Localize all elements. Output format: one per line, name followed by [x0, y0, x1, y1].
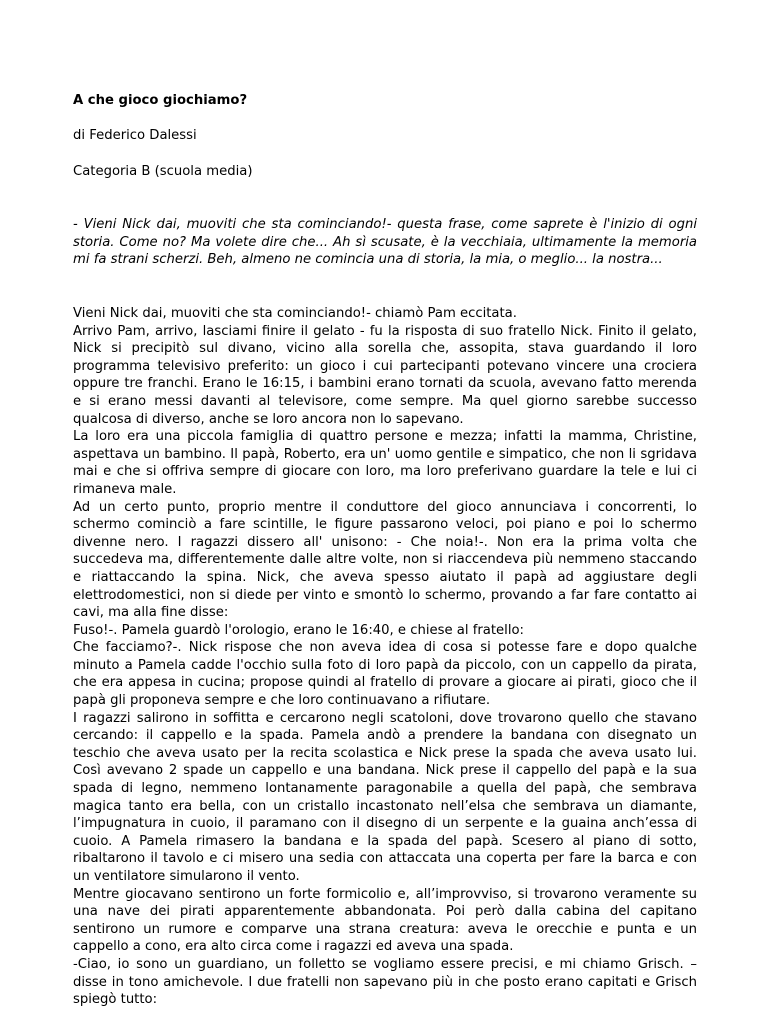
- story-paragraph: -Ciao, io sono un guardiano, un folletto se vogliamo essere precisi, e mi chiamo Grisch. – disse in tono amichevole. I due fratelli non sapevano più in che posto erano capitati e Grisch spiegò tutto:: [73, 956, 697, 1008]
- story-paragraph: Fuso!-. Pamela guardò l'orologio, erano le 16:40, e chiese al fratello:: [73, 622, 525, 638]
- story-paragraph: I ragazzi salirono in soffitta e cercarono negli scatoloni, dove trovarono quello che stavano cercando: il cappello e la spada. Pamela andò a prendere la bandana con disegnato un teschio che aveva usato per la recita scolastica e Nick prese la spada che aveva usato lui. Così avevano 2 spade un cappello e una bandana. Nick prese il cappello del papà e la sua spada di legno, nemmeno lontanamente paragonabile a quella del papà, che sembrava magica tanto era bella, con un cristallo incastonato nell’elsa che sembrava un diamante, l’impugnatura in cuoio, il paramano con il disegno di un serpente e la guaina anch’essa di cuoio. A Pamela rimasero la bandana e la spada del papà. Scesero al piano di sotto, ribaltarono il tavolo e ci misero una sedia con attaccata una coperta per fare la barca e con un ventilatore simularono il vento.: [73, 710, 697, 884]
- story-paragraph: Mentre giocavano sentirono un forte formicolio e, all’improvviso, si trovarono veramente su una nave dei pirati apparentemente abbandonata. Poi però dalla cabina del capitano sentirono un rumore e comparve una strana creatura: aveva le orecchie e punta e un cappello a cono, era alto circa come i ragazzi ed aveva una spada.: [73, 886, 697, 955]
- story-paragraph: Ad un certo punto, proprio mentre il conduttore del gioco annunciava i concorrenti, lo schermo cominciò a fare scintille, le figure passarono veloci, poi piano e poi lo schermo divenne nero. I ragazzi dissero all' unisono: - Che noia!-. Non era la prima volta che succedeva ma, differentemente dalle altre volte, non si riaccendeva più nemmeno staccando e riattaccando la spina. Nick, che aveva spesso aiutato il papà ad aggiustare degli elettrodomestici, non si diede per vinto e smontò lo schermo, provando a far fare contatto ai cavi, ma alla fine disse:: [73, 499, 697, 621]
- document-author: di Federico Dalessi: [73, 128, 197, 143]
- document-category: Categoria B (scuola media): [73, 164, 253, 179]
- intro-paragraph: - Vieni Nick dai, muoviti che sta cominciando!- questa frase, come saprete è l'inizio di ogni storia. Come no? Ma volete dire che... Ah sì scusate, è la vecchiaia, ultimamente la memoria mi fa strani scherzi. Beh, almeno ne comincia una di storia, la mia, o meglio... la nostra...: [73, 217, 697, 268]
- story-body: [73, 305, 697, 1009]
- story-paragraph: Che facciamo?-. Nick rispose che non aveva idea di cosa si potesse fare e dopo qualche minuto a Pamela cadde l'occhio sulla foto di loro papà da piccolo, con un cappello da pirata, che era appesa in cucina; propose quindi al fratello di provare a giocare ai pirati, gioco che il papà gli proponeva sempre e che loro continuavano a rifiutare.: [73, 640, 697, 709]
- document-title: A che gioco giochiamo?: [73, 93, 248, 108]
- story-paragraph: Vieni Nick dai, muoviti che sta cominciando!- chiamò Pam eccitata.: [73, 306, 517, 321]
- story-paragraph: Arrivo Pam, arrivo, lasciami finire il gelato - fu la risposta di suo fratello Nick. Finito il gelato, Nick si precipitò sul divano, vicino alla sorella che, assopita, stava guardando il loro programma televisivo preferito: un gioco i cui partecipanti potevano vincere una crociera oppure tre franchi. Erano le 16:15, i bambini erano tornati da scuola, avevano fatto merenda e si erano messi davanti al televisore, come sempre. Ma quel giorno sarebbe successo qualcosa di diverso, anche se loro ancora non lo sapevano.: [73, 323, 697, 427]
- story-paragraph: La loro era una piccola famiglia di quattro persone e mezza; infatti la mamma, Christine, aspettava un bambino. Il papà, Roberto, era un' uomo gentile e simpatico, che non li sgridava mai e che si offriva sempre di giocare con loro, ma loro preferivano guardare la tele e lui ci rimaneva male.: [73, 429, 697, 497]
